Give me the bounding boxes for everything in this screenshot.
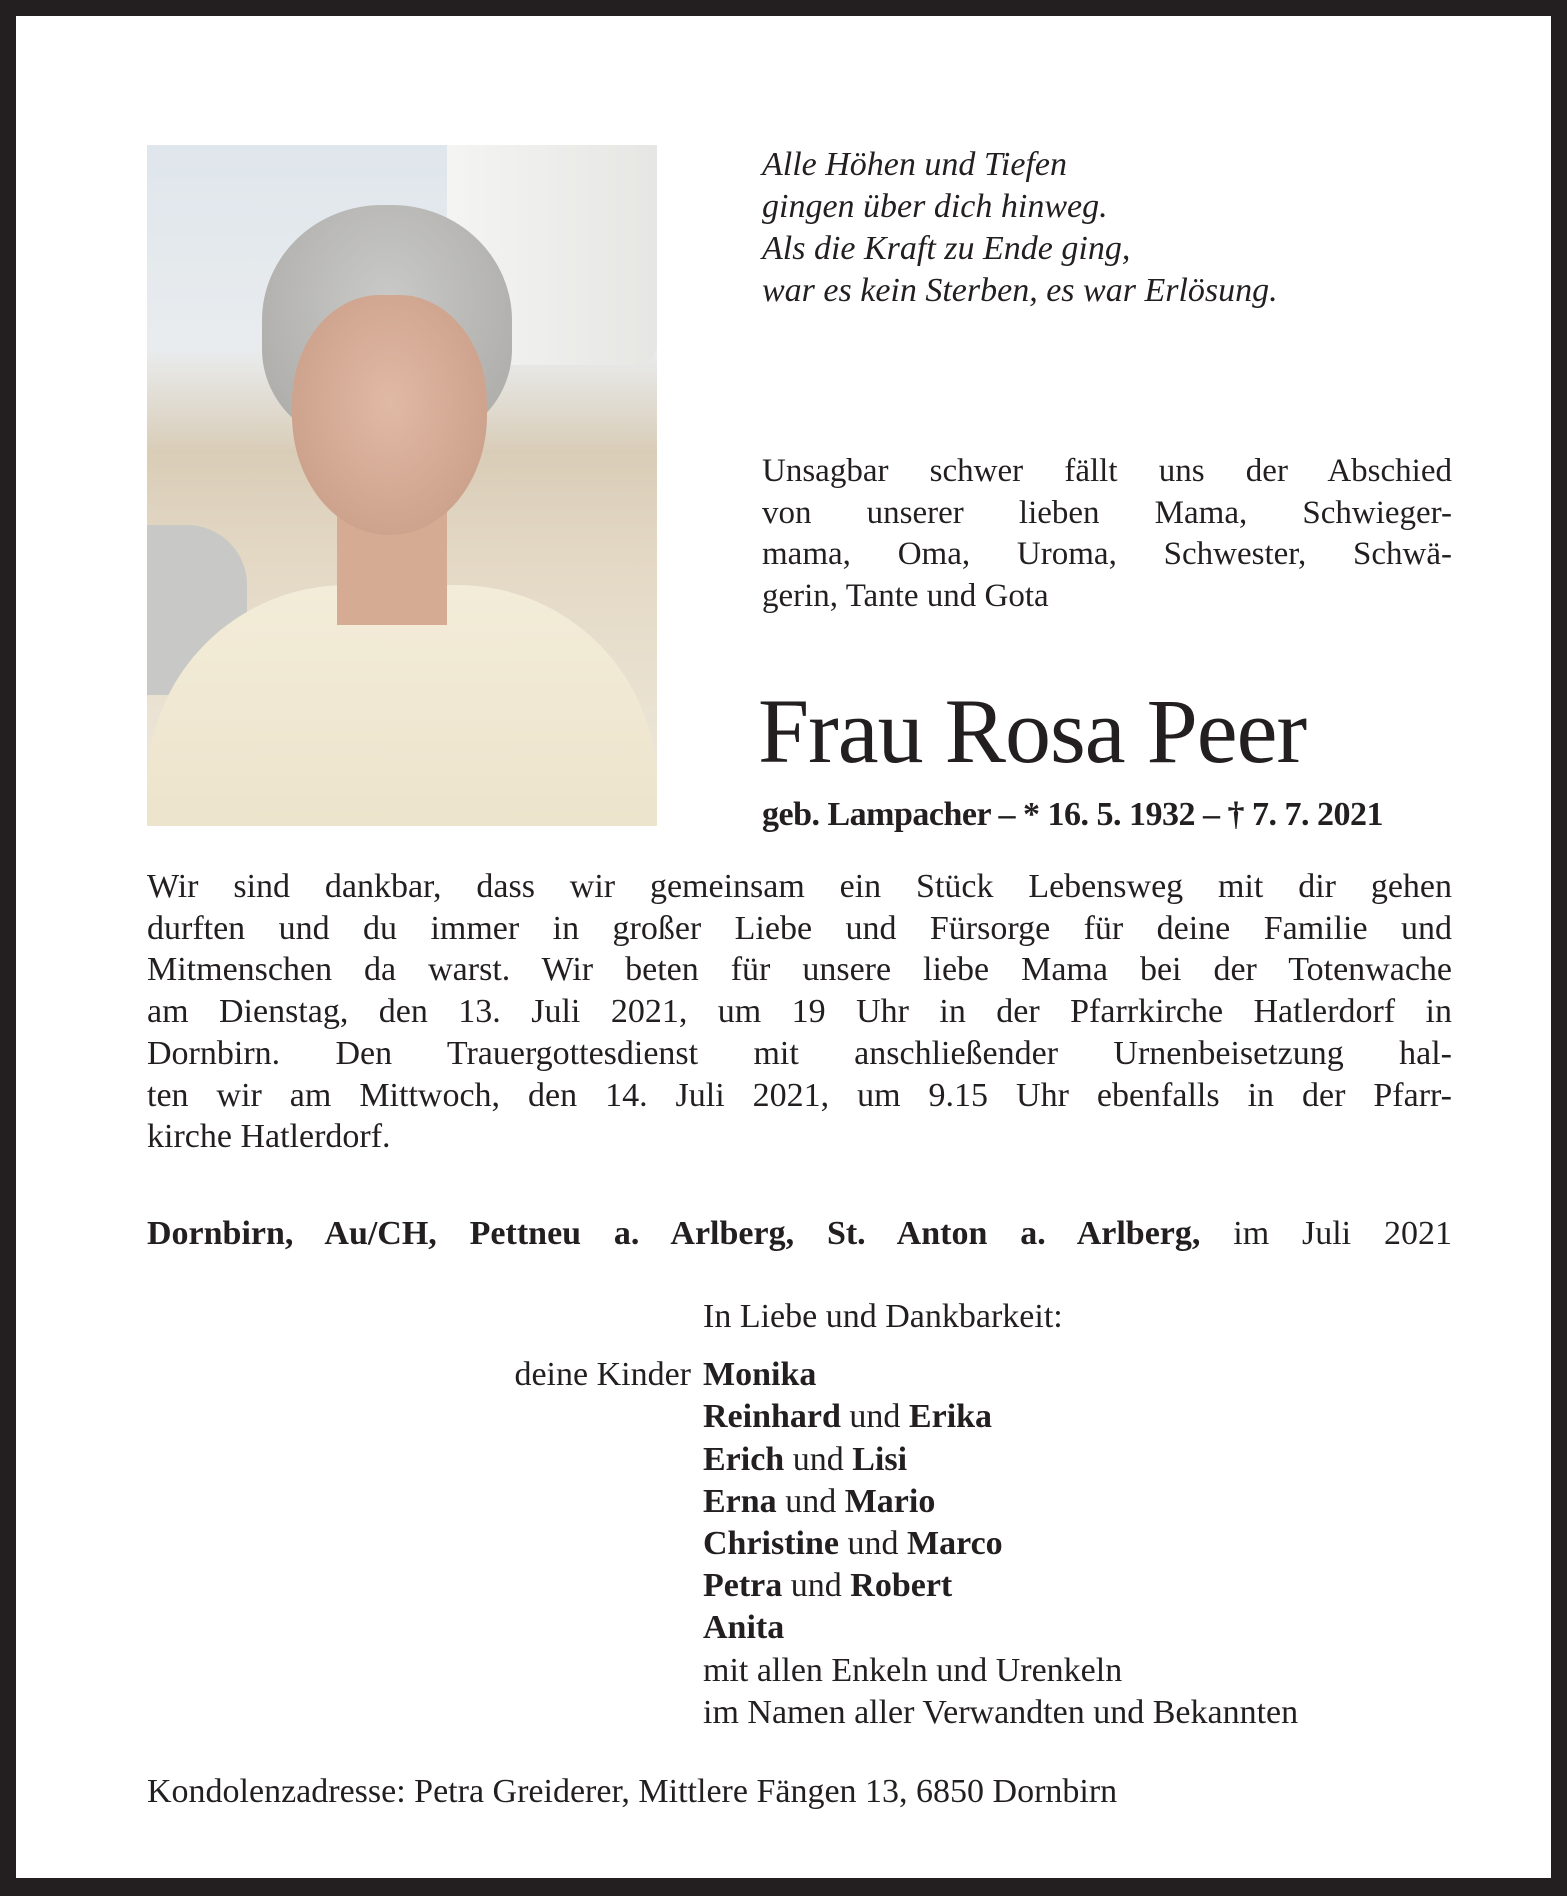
family-line	[703, 1439, 1298, 1481]
body-line: ten wir am Mittwoch, den 14. Juli 2021, um 9.15 Uhr ebenfalls in der Pfarr-	[147, 1076, 1452, 1114]
body-line: Dornbirn. Den Trauergottesdienst mit anschließender Urnenbeisetzung hal-	[147, 1034, 1452, 1072]
family-name: Erich	[703, 1440, 785, 1478]
intro-line: von unserer lieben Mama, Schwieger-	[762, 494, 1452, 531]
body-line: Mitmenschen da warst. Wir beten für unsere liebe Mama bei der Totenwache	[147, 951, 1452, 989]
family-name: Petra	[703, 1567, 783, 1605]
signature-heading: In Liebe und Dankbarkeit:	[703, 1298, 1063, 1335]
body-line: kirche Hatlerdorf.	[147, 1118, 391, 1156]
family-line	[703, 1354, 1298, 1396]
kinder-label: deine Kinder	[514, 1356, 691, 1393]
poem	[762, 144, 1278, 312]
family-name: Erika	[908, 1398, 993, 1436]
deceased-name: Frau Rosa Peer	[758, 680, 1307, 782]
family-name: Anita	[703, 1609, 785, 1647]
photo-face	[292, 295, 487, 535]
joiner: und	[847, 1525, 899, 1563]
poem-line: Als die Kraft zu Ende ging,	[762, 230, 1131, 267]
family-line	[703, 1565, 1298, 1607]
portrait-photo	[147, 145, 657, 826]
closing-line: im Namen aller Verwandten und Bekannten	[703, 1693, 1299, 1731]
joiner: und	[790, 1567, 842, 1605]
family-name: Erna	[703, 1482, 777, 1520]
family-line	[703, 1523, 1298, 1565]
family-name: Christine	[703, 1525, 839, 1563]
obituary-page	[16, 16, 1551, 1878]
body-line: durften und du immer in großer Liebe und Fürsorge für deine Familie und	[147, 909, 1452, 947]
date: im Juli 2021	[1233, 1215, 1452, 1252]
poem-line: war es kein Sterben, es war Erlösung.	[762, 272, 1278, 309]
family-name: Lisi	[852, 1440, 908, 1478]
joiner: und	[849, 1398, 901, 1436]
poem-line: Alle Höhen und Tiefen	[762, 146, 1068, 183]
poem-line: gingen über dich hinweg.	[762, 188, 1108, 225]
body-text	[147, 866, 1452, 1158]
family-name: Robert	[850, 1567, 953, 1605]
family-name: Reinhard	[703, 1398, 841, 1436]
intro-text	[762, 451, 1452, 618]
joiner: und	[785, 1482, 837, 1520]
intro-line: mama, Oma, Uroma, Schwester, Schwä-	[762, 536, 1452, 573]
family-name: Marco	[907, 1525, 1003, 1563]
body-line: Wir sind dankbar, dass wir gemeinsam ein Stück Lebensweg mit dir gehen	[147, 868, 1452, 905]
signature-block	[703, 1296, 1298, 1734]
closing-line: mit allen Enkeln und Urenkeln	[703, 1651, 1123, 1689]
intro-line: Unsagbar schwer fällt uns der Abschied	[762, 453, 1452, 489]
places: Dornbirn, Au/CH, Pettneu a. Arlberg, St. Anton a. Arlberg,	[147, 1215, 1201, 1252]
intro-line: gerin, Tante und Gota	[762, 578, 1049, 615]
birth-death-line: geb. Lampacher – * 16. 5. 1932 – † 7. 7. 2021	[762, 796, 1383, 833]
body-line: am Dienstag, den 13. Juli 2021, um 19 Uhr in der Pfarrkirche Hatlerdorf in	[147, 993, 1452, 1031]
family-line	[703, 1607, 1298, 1649]
family-name: Mario	[844, 1482, 936, 1520]
family-line	[703, 1396, 1298, 1438]
family-name: Monika	[703, 1356, 817, 1394]
places-date-line	[147, 1213, 1452, 1255]
family-line	[703, 1481, 1298, 1523]
joiner: und	[792, 1440, 844, 1478]
condolence-address: Kondolenzadresse: Petra Greiderer, Mittlere Fängen 13, 6850 Dornbirn	[147, 1773, 1118, 1810]
